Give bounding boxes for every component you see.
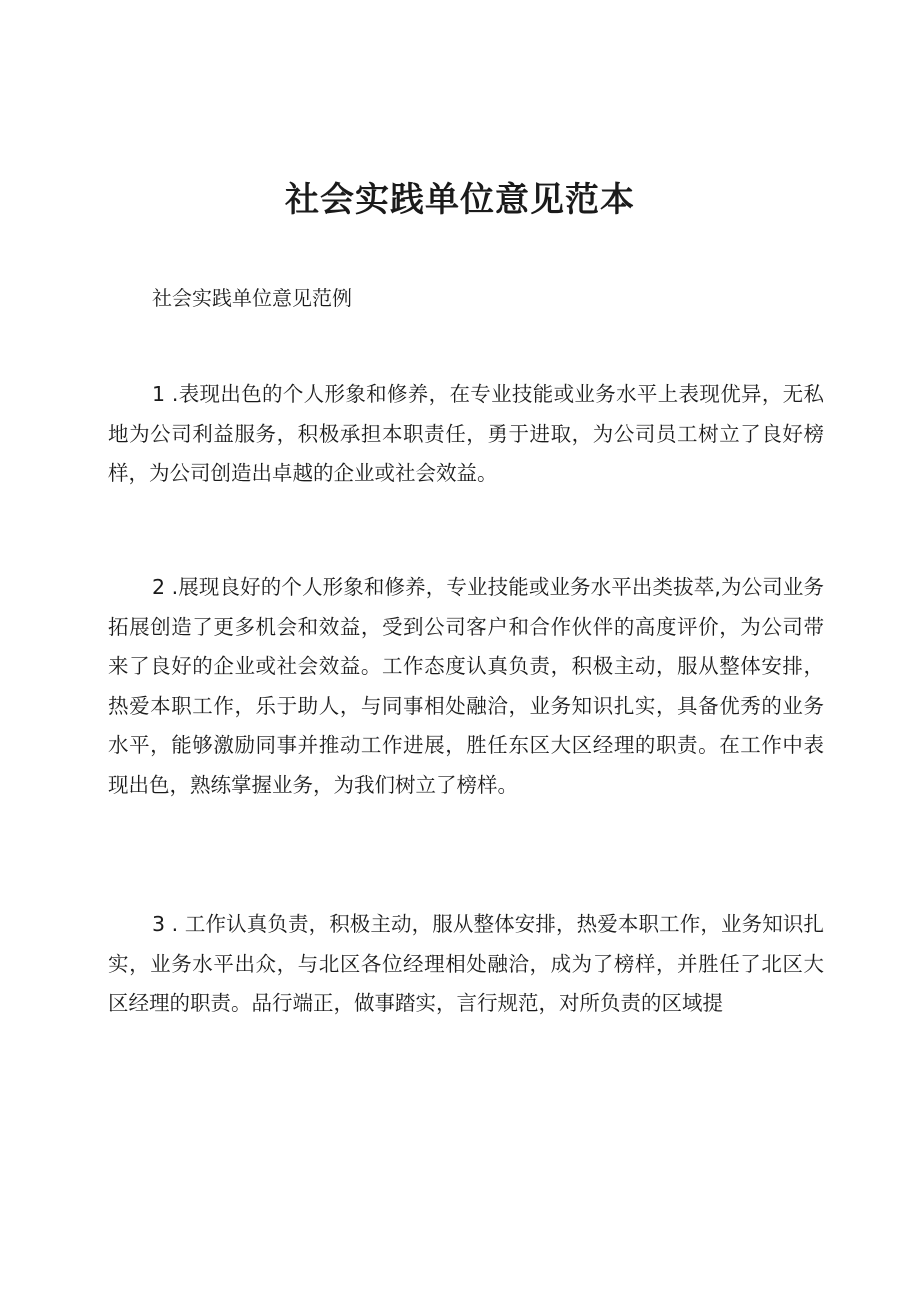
document-subtitle: 社会实践单位意见范例 [152,286,352,310]
document-title: 社会实践单位意见范本 [285,180,635,220]
paragraph-3: 3 . 工作认真负责，积极主动，服从整体安排，热爱本职工作，业务知识扎实，业务水平出众，与北区各位经理相处融洽，成为了榜样，并胜任了北区大区经理的职责。品行端正，做事踏实，言行规范，对所负责的区域提 [108,912,824,1015]
paragraph-2: 2 .展现良好的个人形象和修养，专业技能或业务水平出类拔萃,为公司业务拓展创造了更多机会和效益，受到公司客户和合作伙伴的高度评价，为公司带来了良好的企业或社会效益。工作态度认真负责，积极主动，服从整体安排，热爱本职工作，乐于助人，与同事相处融洽，业务知识扎实，具备优秀的业务水平，能够激励同事并推动工作进展，胜任东区大区经理的职责。在工作中表现出色，熟练掌握业务，为我们树立了榜样。 [108,575,824,797]
paragraph-1: 1 .表现出色的个人形象和修养，在专业技能或业务水平上表现优异，无私地为公司利益服务，积极承担本职责任，勇于进取，为公司员工树立了良好榜样，为公司创造出卓越的企业或社会效益。 [108,382,824,485]
